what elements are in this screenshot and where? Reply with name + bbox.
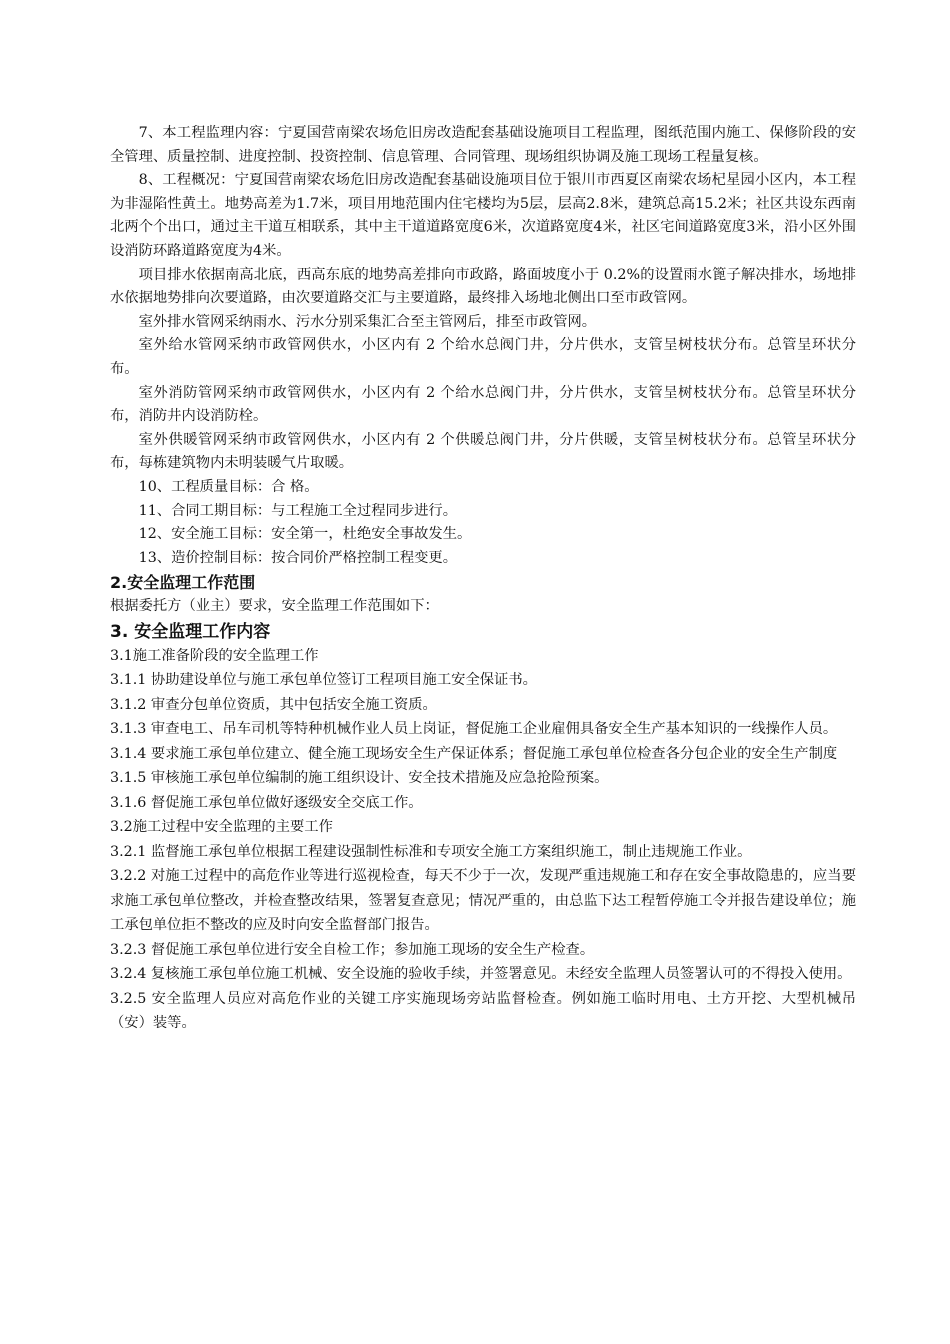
item-3-1-4: 3.1.4 要求施工承包单位建立、健全施工现场安全生产保证体系；督促施工承包单位检查各分包企业的安全生产制度 [110,745,838,762]
paragraph-schedule-target: 11、合同工期目标：与工程施工全过程同步进行。 [138,502,458,519]
subheading-preparation-stage: 3.1施工准备阶段的安全监理工作 [110,647,319,664]
paragraph-water-supply: 室外给水管网采纳市政管网供水，小区内有 2 个给水总阀门井，分片供水，支管呈树枝状分布。总管呈环状分布。 [110,337,856,377]
paragraph-quality-target: 10、工程质量目标：合 格。 [138,478,319,495]
item-3-1-1: 3.1.1 协助建设单位与施工承包单位签订工程项目施工安全保证书。 [110,672,537,689]
paragraph-cost-target: 13、造价控制目标：按合同价严格控制工程变更。 [138,549,458,566]
paragraph-project-overview: 8、工程概况：宁夏国营南梁农场危旧房改造配套基础设施项目位于银川市西夏区南梁农场杞星园小区内，本工程为非湿陷性黄土。地势高差为1.7米，项目用地范围内住宅楼均为5层，层高2.8米，建筑总高15.2米；社区共设东西南北两个个出口，通过主干道互相联系，其中主干道道路宽度6米，次道路宽度4米，社区宅间道路宽度3米，沿小区外围设消防环路道路宽度为4米。 [110,172,856,259]
paragraph-scope-intro: 根据委托方（业主）要求，安全监理工作范围如下： [110,598,439,615]
heading-safety-scope: 2.安全监理工作范围 [110,573,256,593]
paragraph-supervision-content: 7、本工程监理内容：宁夏国营南梁农场危旧房改造配套基础设施项目工程监理，图纸范围内施工、保修阶段的安全管理、质量控制、进度控制、投资控制、信息管理、合同管理、现场组织协调及施工现场工程量复核。 [110,125,856,165]
item-3-1-2: 3.1.2 审查分包单位资质，其中包括安全施工资质。 [110,696,437,713]
item-3-2-3: 3.2.3 督促施工承包单位进行安全自检工作；参加施工现场的安全生产检查。 [110,941,595,958]
item-3-1-6: 3.1.6 督促施工承包单位做好逐级安全交底工作。 [110,794,423,811]
subheading-construction-stage: 3.2施工过程中安全监理的主要工作 [110,819,333,836]
paragraph-sewer-network: 室外排水管网采纳雨水、污水分别采集汇合至主管网后，排至市政管网。 [138,313,597,330]
paragraph-heating-network: 室外供暖管网采纳市政管网供水，小区内有 2 个供暖总阀门井，分片供暖，支管呈树枝状分布。总管呈环状分布，每栋建筑物内未明装暖气片取暖。 [110,431,856,472]
paragraph-drainage: 项目排水依据南高北底，西高东底的地势高差排向市政路，路面坡度小于 0.2%的设置雨水篦子解决排水，场地排水依据地势排向次要道路，由次要道路交汇与主要道路，最终排入场地北侧出口至市政管网。 [110,266,856,307]
item-3-2-5: 3.2.5 安全监理人员应对高危作业的关键工序实施现场旁站监督检查。例如施工临时用电、土方开挖、大型机械吊（安）装等。 [110,990,856,1032]
item-3-1-3: 3.1.3 审查电工、吊车司机等特种机械作业人员上岗证，督促施工企业雇佣具备安全生产基本知识的一线操作人员。 [110,721,838,738]
item-3-2-4: 3.2.4 复核施工承包单位施工机械、安全设施的验收手续，并签署意见。未经安全监理人员签署认可的不得投入使用。 [110,966,852,983]
paragraph-fire-network: 室外消防管网采纳市政管网供水，小区内有 2 个给水总阀门井，分片供水，支管呈树枝状分布。总管呈环状分布，消防井内设消防栓。 [110,384,856,425]
document-page [110,122,856,1036]
item-3-1-5: 3.1.5 审核施工承包单位编制的施工组织设计、安全技术措施及应急抢险预案。 [110,770,609,787]
item-3-2-2: 3.2.2 对施工过程中的高危作业等进行巡视检查，每天不少于一次，发现严重违规施工和存在安全事故隐患的，应当要求施工承包单位整改，并检查整改结果，签署复查意见；情况严重的，由总监下达工程暂停施工令并报告建设单位；施工承包单位拒不整改的应及时向安全监督部门报告。 [110,868,856,934]
paragraph-safety-target: 12、安全施工目标：安全第一，杜绝安全事故发生。 [138,526,472,543]
item-3-2-1: 3.2.1 监督施工承包单位根据工程建设强制性标准和专项安全施工方案组织施工，制止违规施工作业。 [110,843,752,860]
heading-safety-content: 3. 安全监理工作内容 [110,621,271,642]
